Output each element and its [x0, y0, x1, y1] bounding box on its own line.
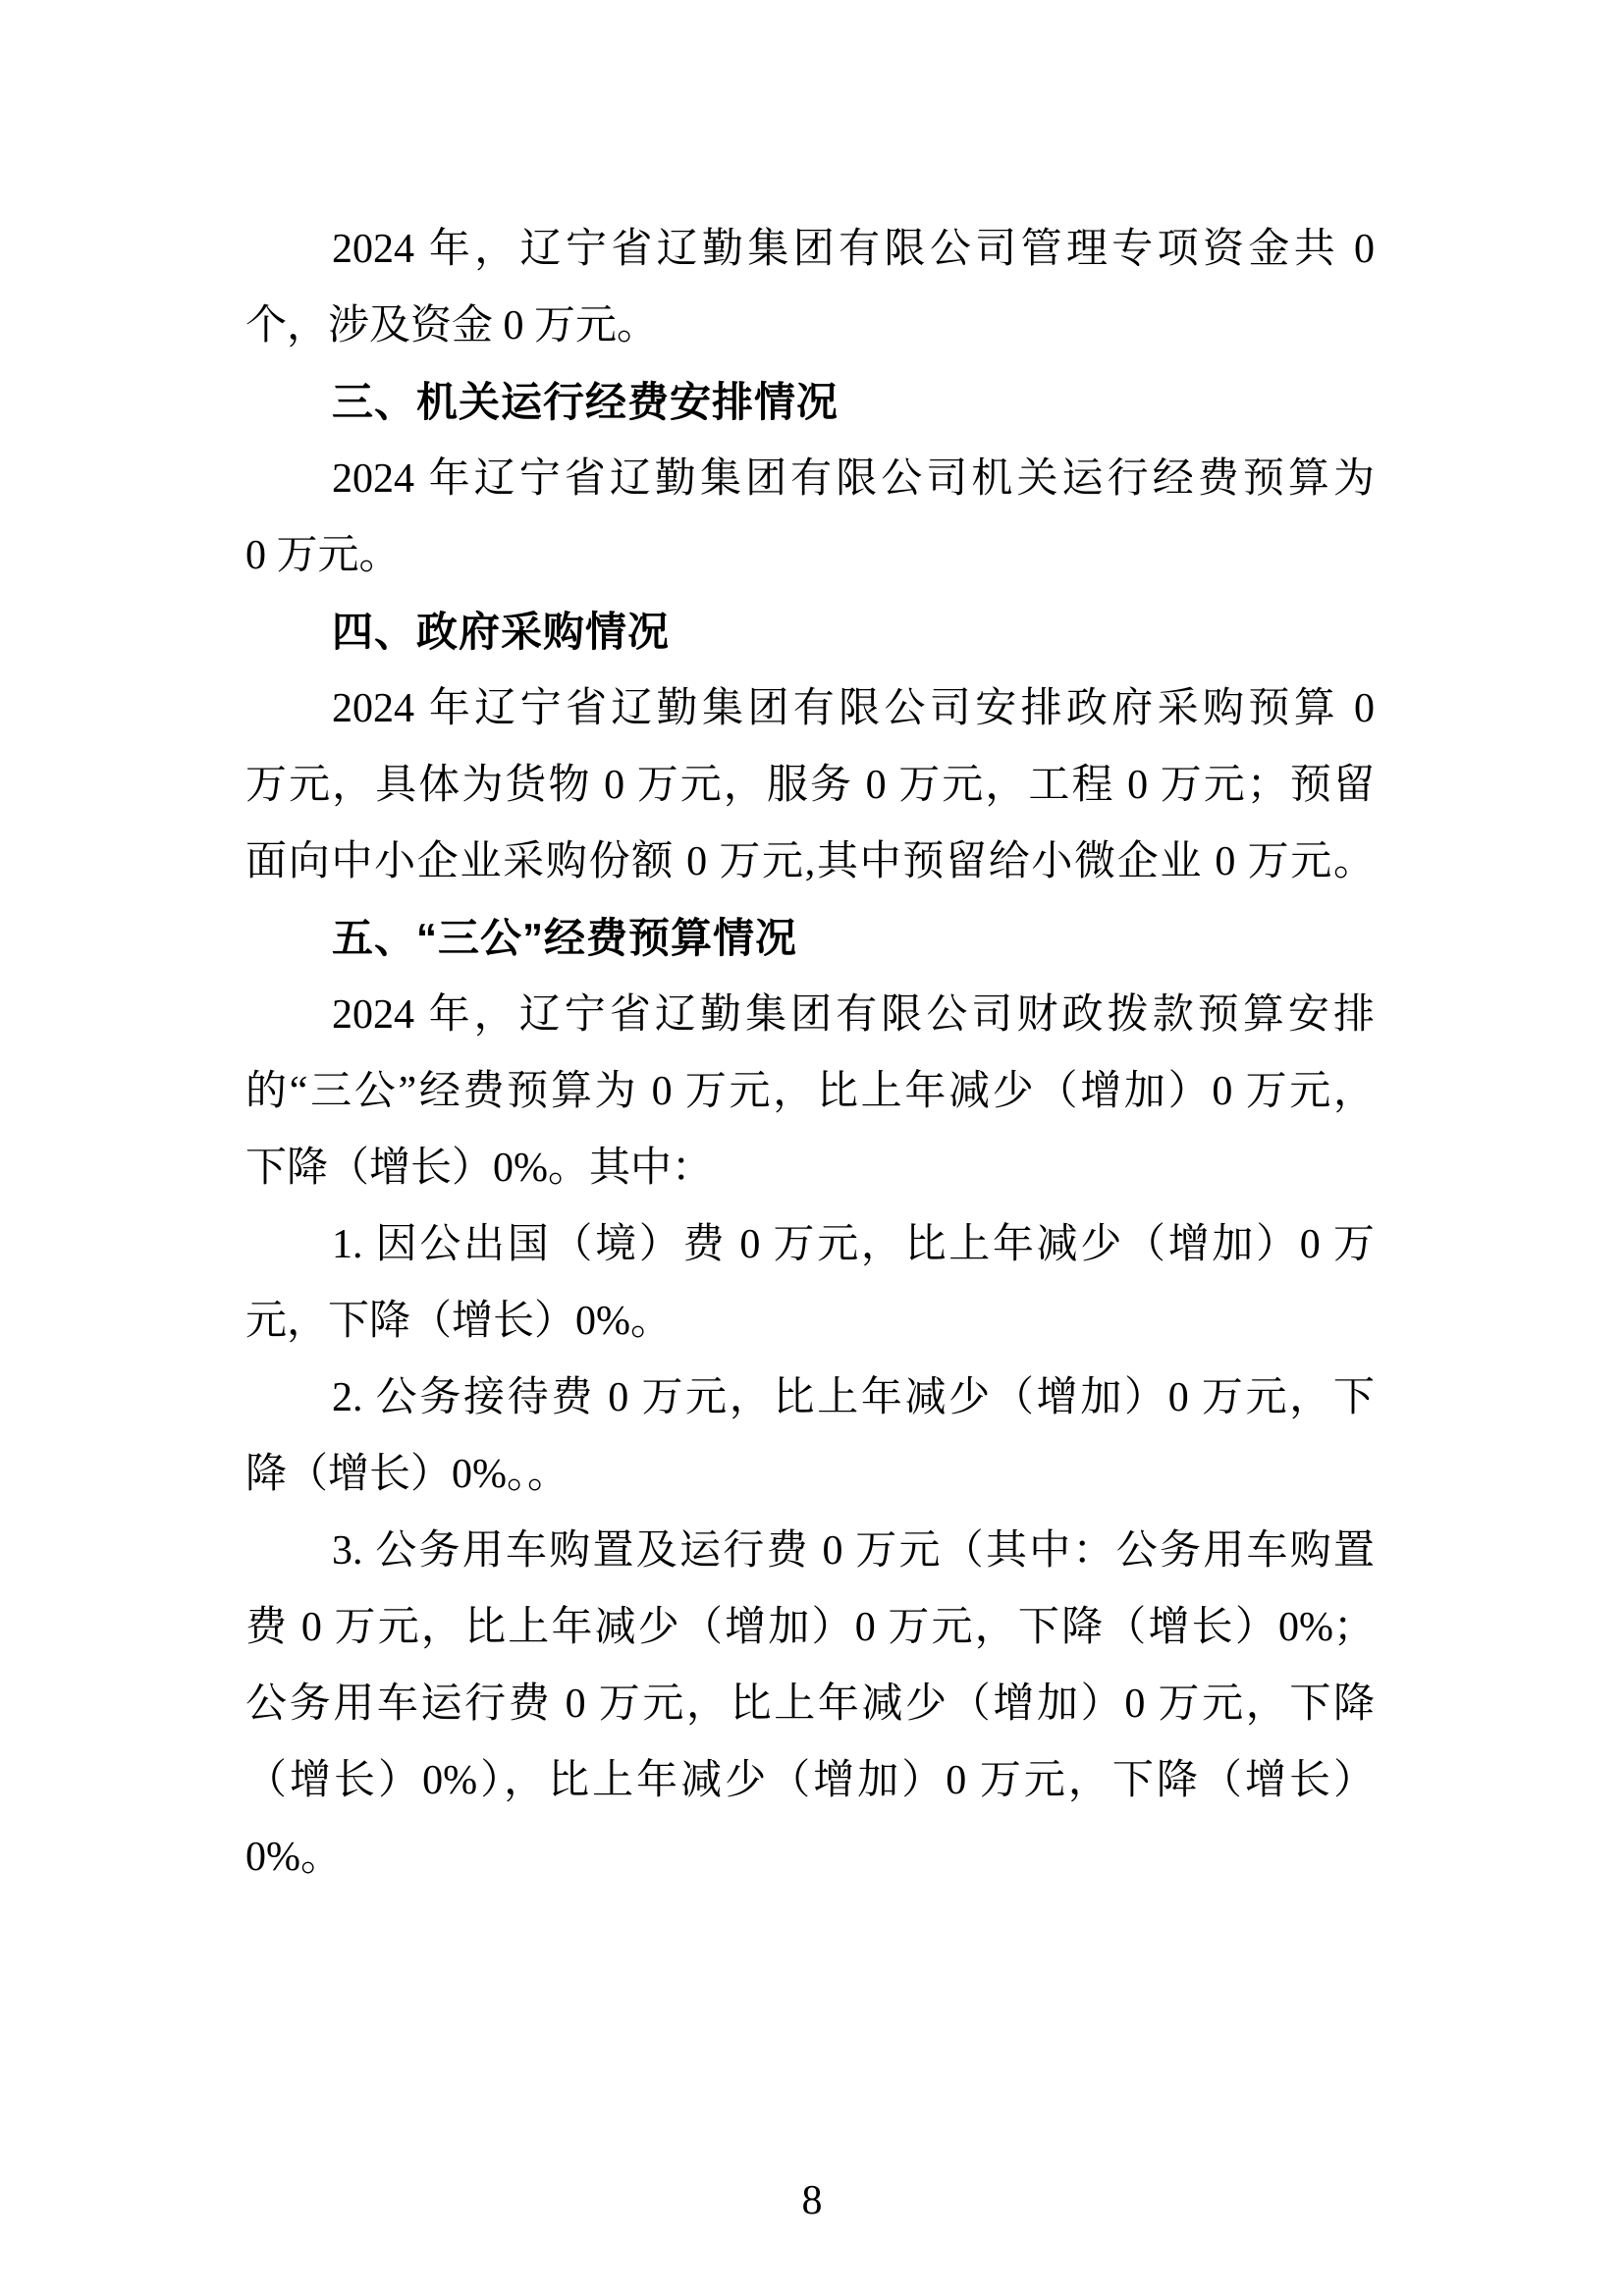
text-line: 0%。	[245, 1835, 342, 1880]
section-heading: 五、“三公”经费预算情况	[332, 915, 798, 961]
text-line: 的“三公”经费预算为 0 万元，比上年减少（增加）0 万元，	[245, 1069, 1375, 1114]
text-line: 个，涉及资金 0 万元。	[245, 303, 659, 348]
text-line: 3. 公务用车购置及运行费 0 万元（其中：公务用车购置	[332, 1528, 1375, 1574]
text-line: 万元，具体为货物 0 万元，服务 0 万元，工程 0 万元；预留	[245, 763, 1375, 808]
page-footer	[0, 2171, 1624, 2230]
text-line: 1. 因公出国（境）费 0 万元，比上年减少（增加）0 万	[332, 1222, 1375, 1267]
text-line: 元，下降（增长）0%。	[245, 1299, 672, 1344]
text-line: 0 万元。	[245, 533, 401, 578]
text-line: 2024 年辽宁省辽勤集团有限公司安排政府采购预算 0	[332, 686, 1375, 731]
text-line: 2024 年，辽宁省辽勤集团有限公司财政拨款预算安排	[332, 992, 1375, 1038]
text-line: 降（增长）0%。。	[245, 1452, 568, 1497]
text-line: 费 0 万元，比上年减少（增加）0 万元，下降（增长）0%；	[245, 1605, 1375, 1650]
text-line: （增长）0%），比上年减少（增加）0 万元，下降（增长）	[245, 1758, 1375, 1803]
text-line: 下降（增长）0%。其中：	[245, 1146, 713, 1191]
text-line: 2024 年辽宁省辽勤集团有限公司机关运行经费预算为	[332, 456, 1375, 502]
section-heading: 四、政府采购情况	[332, 609, 671, 655]
document-body	[245, 211, 1375, 1896]
section-heading: 三、机关运行经费安排情况	[332, 379, 839, 425]
page-number: 8	[801, 2178, 823, 2223]
text-line: 公务用车运行费 0 万元，比上年减少（增加）0 万元，下降	[245, 1682, 1375, 1727]
text-line: 面向中小企业采购份额 0 万元,其中预留给小微企业 0 万元。	[245, 839, 1375, 884]
text-line: 2. 公务接待费 0 万元，比上年减少（增加）0 万元，下	[332, 1375, 1375, 1420]
text-line: 2024 年，辽宁省辽勤集团有限公司管理专项资金共 0	[332, 227, 1375, 272]
